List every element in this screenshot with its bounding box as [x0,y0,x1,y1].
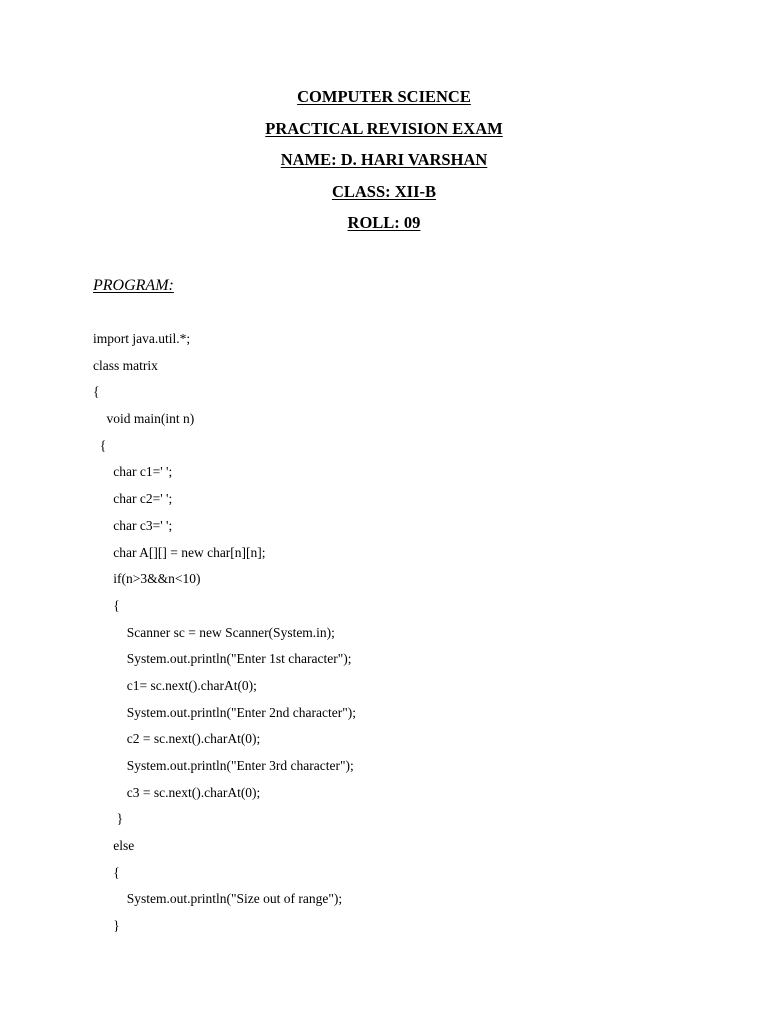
code-line: class matrix [93,357,158,373]
student-class [0,181,768,213]
code-line: c3 = sc.next().charAt(0); [93,784,261,800]
subject-title [0,86,768,118]
code-block [93,329,733,943]
code-line: char c1=' '; [93,464,173,480]
code-line: { [93,437,107,453]
program-heading: PROGRAM: [93,277,174,294]
code-line: System.out.println("Size out of range"); [93,891,343,907]
code-line: { [93,384,100,400]
code-line: char c2=' '; [93,491,173,507]
code-line: { [93,597,120,613]
student-roll [0,212,768,244]
student-class-text: CLASS: XII-B [331,181,437,201]
code-line: else [93,838,135,854]
document-header [0,86,768,244]
code-line: import java.util.*; [93,331,191,346]
subject-title-text: COMPUTER SCIENCE [297,87,471,106]
code-line: char c3=' '; [93,517,173,533]
student-name [0,149,768,181]
code-line: } [93,811,124,827]
code-line: } [93,918,120,934]
code-line: c1= sc.next().charAt(0); [93,677,257,693]
exam-title [0,118,768,150]
code-line: System.out.println("Enter 3rd character"); [93,758,354,773]
code-line: { [93,864,120,880]
code-line: Scanner sc = new Scanner(System.in); [93,624,335,640]
exam-title-text: PRACTICAL REVISION EXAM [265,118,503,138]
code-line: char A[][] = new char[n][n]; [93,544,266,560]
code-line: void main(int n) [93,411,195,427]
student-name-text: NAME: D. HARI VARSHAN [280,150,488,169]
code-line: System.out.println("Enter 1st character"); [93,651,352,667]
student-roll-text: ROLL: 09 [347,213,421,232]
code-line: if(n>3&&n<10) [93,571,201,587]
code-line: c2 = sc.next().charAt(0); [93,731,261,747]
code-line: System.out.println("Enter 2nd character"); [93,704,356,720]
